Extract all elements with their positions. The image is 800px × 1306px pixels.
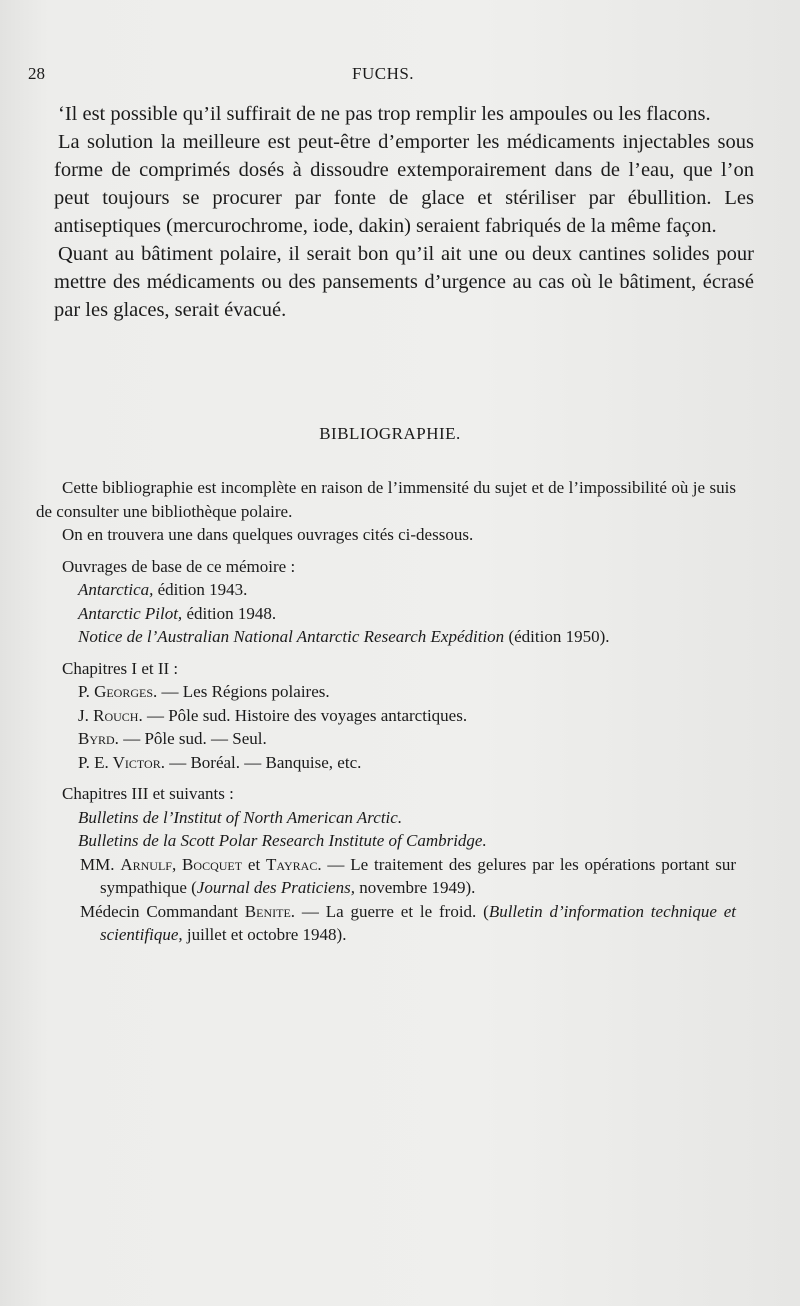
reference-item: Bulletins de la Scott Polar Research Institute of Cambridge. <box>78 831 487 850</box>
reference-item: P. E. Victor. — Boréal. — Banquise, etc. <box>78 752 362 772</box>
reference-item: Bulletins de l’Institut of North American Arctic. <box>78 807 403 827</box>
reference-author: Tayrac. <box>266 854 322 874</box>
section-heading-chapters-1-2: Chapitres I et II : <box>62 658 179 678</box>
reference-author: J. Rouch. <box>78 705 143 725</box>
reference-author: Byrd. <box>78 729 119 748</box>
reference-journal: Journal des Praticiens, <box>196 878 355 897</box>
reference-item: J. Rouch. — Pôle sud. Histoire des voyages antarctiques. <box>78 705 468 725</box>
bibliography-intro-2: On en trouvera une dans quelques ouvrages cités ci-dessous. <box>62 525 474 544</box>
reference-journal: Bulletin d’information technique et scientifique, <box>100 901 736 944</box>
page-header <box>28 64 748 88</box>
bibliography-intro: Cette bibliographie est incomplète en raison de l’immensité du sujet et de l’impossibilité où je suis de consulter une bibliothèque polaire. <box>36 478 736 521</box>
reference-title: Antarctic Pilot, <box>78 603 183 623</box>
reference-item: Antarctic Pilot, édition 1948. <box>78 603 277 623</box>
reference-item: Byrd. — Pôle sud. — Seul. <box>78 729 267 748</box>
reference-title: Antarctica, <box>78 580 154 599</box>
page-number: 28 <box>28 64 45 83</box>
reference-item: P. Georges. — Les Régions polaires. <box>78 682 330 701</box>
reference-item: MM. Arnulf, Bocquet et Tayrac. — Le traitement des gelures par les opérations portant sur sympathique (Journal des Praticiens, novembre 1949). <box>80 854 736 897</box>
reference-item: Notice de l’Australian National Antarctic Research Expédition (édition 1950). <box>78 627 610 646</box>
body-text <box>54 100 754 324</box>
paragraph-3: Quant au bâtiment polaire, il serait bon qu’il ait une ou deux cantines solides pour mettre des médicaments ou des pansements d’urgence au cas où le bâtiment, écrasé par les glaces, serait évacué. <box>54 243 754 321</box>
reference-item: Médecin Commandant Benite. — La guerre et le froid. (Bulletin d’information technique et scientifique, juillet et octobre 1948). <box>80 901 736 944</box>
reference-author: P. E. Victor. <box>78 752 165 772</box>
reference-author: P. Georges. <box>78 682 158 701</box>
reference-author: Arnulf, Bocquet <box>120 854 243 874</box>
bibliography <box>36 476 736 947</box>
reference-author: Benite. <box>244 901 296 921</box>
section-heading-base: Ouvrages de base de ce mémoire : <box>62 556 296 576</box>
bibliography-title: BIBLIOGRAPHIE. <box>319 424 461 443</box>
running-head: FUCHS. <box>352 64 415 83</box>
paragraph-1: ‘Il est possible qu’il suffirait de ne pas trop remplir les ampoules ou les flacons. <box>58 103 711 125</box>
reference-item: Antarctica, édition 1943. <box>78 580 248 599</box>
section-heading-chapters-3: Chapitres III et suivants : <box>62 784 234 803</box>
reference-title: Notice de l’Australian National Antarctic Research Expédition <box>78 627 505 646</box>
paragraph-2: La solution la meilleure est peut-être d’emporter les médicaments injectables sous forme de comprimés dosés à dissoudre extemporairement dans de l’eau, que l’on peut toujours se procurer par fonte de glace et stériliser par ébullition. Les antiseptiques (mercurochrome, iode, dakin) seraient fabriqués de la même façon. <box>54 131 754 237</box>
